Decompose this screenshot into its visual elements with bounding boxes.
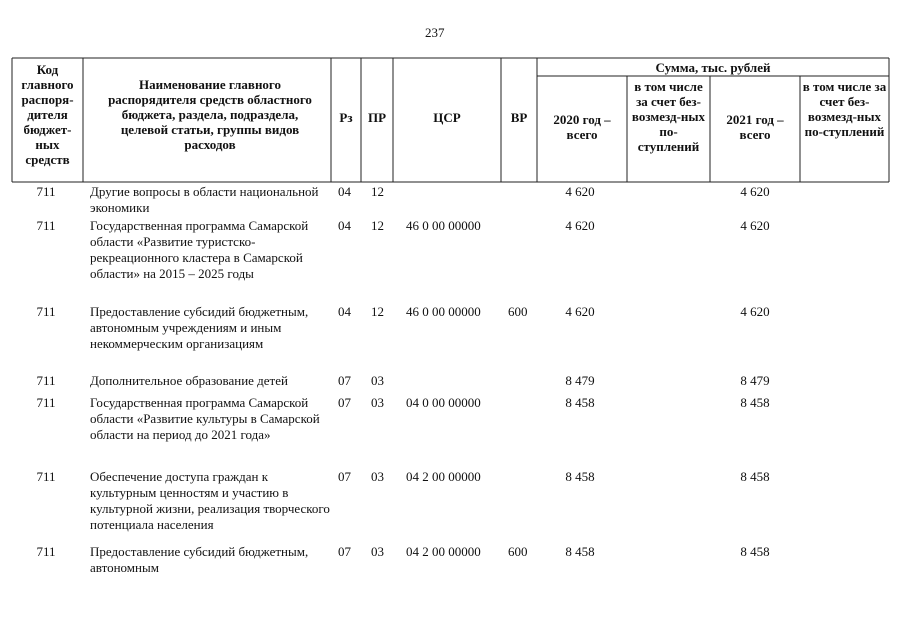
row-2020-total: 4 620 <box>565 184 595 199</box>
row-pr: 03 <box>371 373 384 388</box>
row-csr: 04 2 00 00000 <box>406 469 481 484</box>
row-2020-total: 8 479 <box>565 373 595 388</box>
header-rz: Рз <box>339 110 353 125</box>
row-2021-total: 8 479 <box>740 373 770 388</box>
row-2021-total: 4 620 <box>740 218 770 233</box>
header-name: Наименование главного распорядителя средств областного бюджета, раздела, подраздела, целевой статьи, группы видов расходов <box>108 77 312 152</box>
row-2020-total: 8 458 <box>565 395 595 410</box>
row-rz: 07 <box>338 469 351 484</box>
header-vr: ВР <box>510 110 528 125</box>
row-rz: 07 <box>338 395 351 410</box>
row-name: Предоставление субсидий бюджетным, автономным <box>90 544 309 575</box>
header-2020-free: в том числе за счет без-возмезд-ных по-ступлений <box>631 79 706 154</box>
row-csr: 46 0 00 00000 <box>406 218 481 233</box>
row-code: 711 <box>36 373 56 388</box>
header-pr: ПР <box>367 110 387 125</box>
header-code: Код главного распоря-дителя бюджет-ных средств <box>21 62 74 167</box>
row-2020-total: 4 620 <box>565 304 595 319</box>
header-2020-total: 2020 год – всего <box>553 112 611 142</box>
row-pr: 03 <box>371 395 384 410</box>
row-rz: 04 <box>338 184 351 199</box>
row-name: Другие вопросы в области национальной экономики <box>90 184 319 215</box>
row-csr: 46 0 00 00000 <box>406 304 481 319</box>
row-code: 711 <box>36 304 56 319</box>
page-number: 237 <box>425 25 445 40</box>
row-name: Предоставление субсидий бюджетным, автономным учреждениям и иным некоммерческим организациям <box>90 304 309 351</box>
header-2021-total: 2021 год – всего <box>726 112 784 142</box>
row-2021-total: 4 620 <box>740 304 770 319</box>
row-pr: 12 <box>371 184 384 199</box>
row-code: 711 <box>36 218 56 233</box>
row-code: 711 <box>36 544 56 559</box>
row-name: Дополнительное образование детей <box>90 373 288 388</box>
row-csr: 04 0 00 00000 <box>406 395 481 410</box>
row-2020-total: 8 458 <box>565 469 595 484</box>
row-pr: 03 <box>371 469 384 484</box>
row-pr: 03 <box>371 544 384 559</box>
row-2021-total: 8 458 <box>740 395 770 410</box>
row-pr: 12 <box>371 218 384 233</box>
row-code: 711 <box>36 395 56 410</box>
row-rz: 04 <box>338 304 351 319</box>
row-code: 711 <box>36 184 56 199</box>
row-pr: 12 <box>371 304 384 319</box>
row-rz: 04 <box>338 218 351 233</box>
row-name: Обеспечение доступа граждан к культурным ценностям и участию в культурной жизни, реализация творческого потенциала населения <box>90 469 330 532</box>
row-rz: 07 <box>338 544 351 559</box>
row-code: 711 <box>36 469 56 484</box>
row-vr: 600 <box>508 544 528 559</box>
row-vr: 600 <box>508 304 528 319</box>
row-2021-total: 8 458 <box>740 544 770 559</box>
row-2021-total: 4 620 <box>740 184 770 199</box>
row-csr: 04 2 00 00000 <box>406 544 481 559</box>
row-name: Государственная программа Самарской области «Развитие туристско-рекреационного кластера в Самарской области» на 2015 – 2025 годы <box>90 218 309 281</box>
header-sum: Сумма, тыс. рублей <box>655 60 771 75</box>
header-2021-free: в том числе за счет без-возмезд-ных по-ступлений <box>802 79 887 139</box>
row-2020-total: 4 620 <box>565 218 595 233</box>
row-rz: 07 <box>338 373 351 388</box>
header-csr: ЦСР <box>433 110 461 125</box>
row-name: Государственная программа Самарской области «Развитие культуры в Самарской области на период до 2021 года» <box>90 395 320 442</box>
row-2021-total: 8 458 <box>740 469 770 484</box>
row-2020-total: 8 458 <box>565 544 595 559</box>
